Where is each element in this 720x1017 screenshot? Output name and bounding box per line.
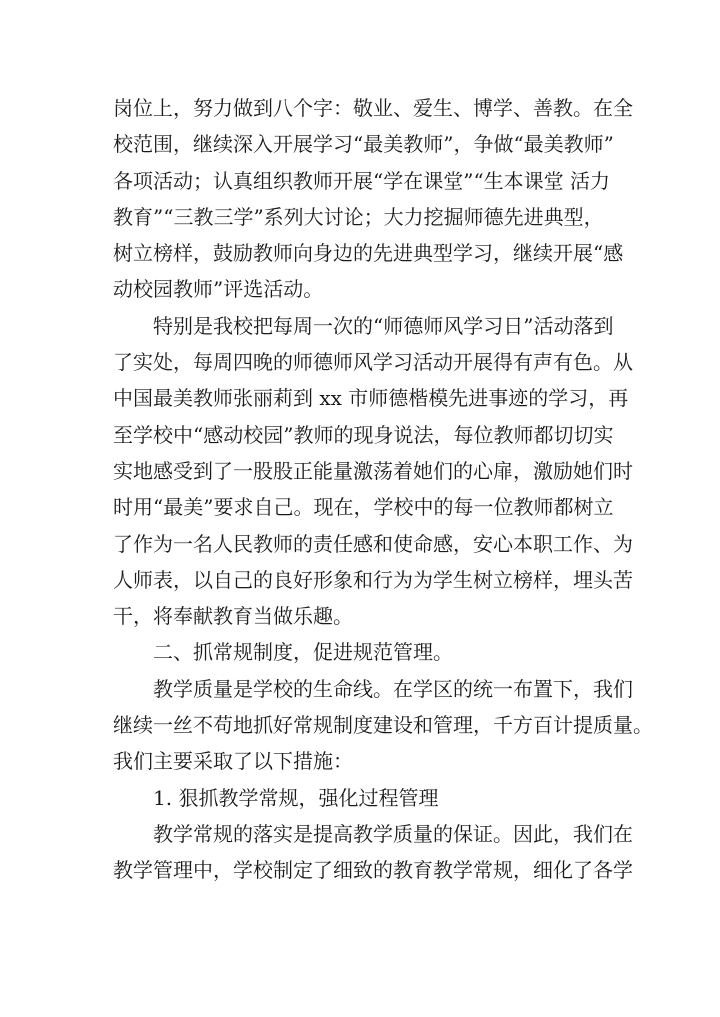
subsection-heading: 1. 狠抓教学常规，强化过程管理 [153, 785, 439, 810]
text-line: 特别是我校把每周一次的“师德师风学习日”活动落到 [153, 313, 614, 338]
section-heading: 二、抓常规制度，促进规范管理。 [153, 640, 453, 665]
text-line: 了实处，每周四晚的师德师风学习活动开展得有声有色。从 [113, 350, 633, 375]
text-line: 各项活动；认真组织教师开展“学在课堂”“生本课堂 活力 [113, 168, 611, 193]
text-line: 教学质量是学校的生命线。在学区的统一布置下，我们 [153, 676, 633, 701]
text-line: 中国最美教师张丽莉到 xx 市师德楷模先进事迹的学习，再 [113, 386, 629, 411]
text-line: 校范围，继续深入开展学习“最美教师”，争做“最美教师” [113, 132, 614, 157]
text-line: 教育”“三教三学”系列大讨论；大力挖掘师德先进典型， [113, 204, 604, 229]
text-line: 人师表，以自己的良好形象和行为为学生树立榜样，埋头苦 [113, 567, 633, 592]
text-line: 干，将奉献教育当做乐趣。 [113, 604, 353, 629]
text-line: 树立榜样，鼓励教师向身边的先进典型学习，继续开展“感 [113, 241, 624, 266]
body-text [113, 90, 653, 889]
text-line: 岗位上，努力做到八个字：敬业、爱生、博学、善教。在全 [113, 96, 633, 120]
text-line: 我们主要采取了以下措施： [113, 749, 353, 774]
text-line: 动校园教师”评选活动。 [113, 277, 324, 302]
text-line: 继续一丝不苟地抓好常规制度建设和管理，千方百计提质量。 [113, 713, 653, 738]
text-line: 教学管理中，学校制定了细致的教育教学常规，细化了各学 [113, 858, 633, 883]
text-line: 时用“最美”要求自己。现在，学校中的每一位教师都树立 [113, 495, 614, 520]
text-line: 了作为一名人民教师的责任感和使命感，安心本职工作、为 [113, 531, 633, 556]
text-line: 教学常规的落实是提高教学质量的保证。因此，我们在 [153, 821, 633, 846]
text-line: 实地感受到了一股股正能量激荡着她们的心扉，激励她们时 [113, 458, 633, 483]
text-line: 至学校中“感动校园”教师的现身说法，每位教师都切切实 [113, 422, 614, 447]
